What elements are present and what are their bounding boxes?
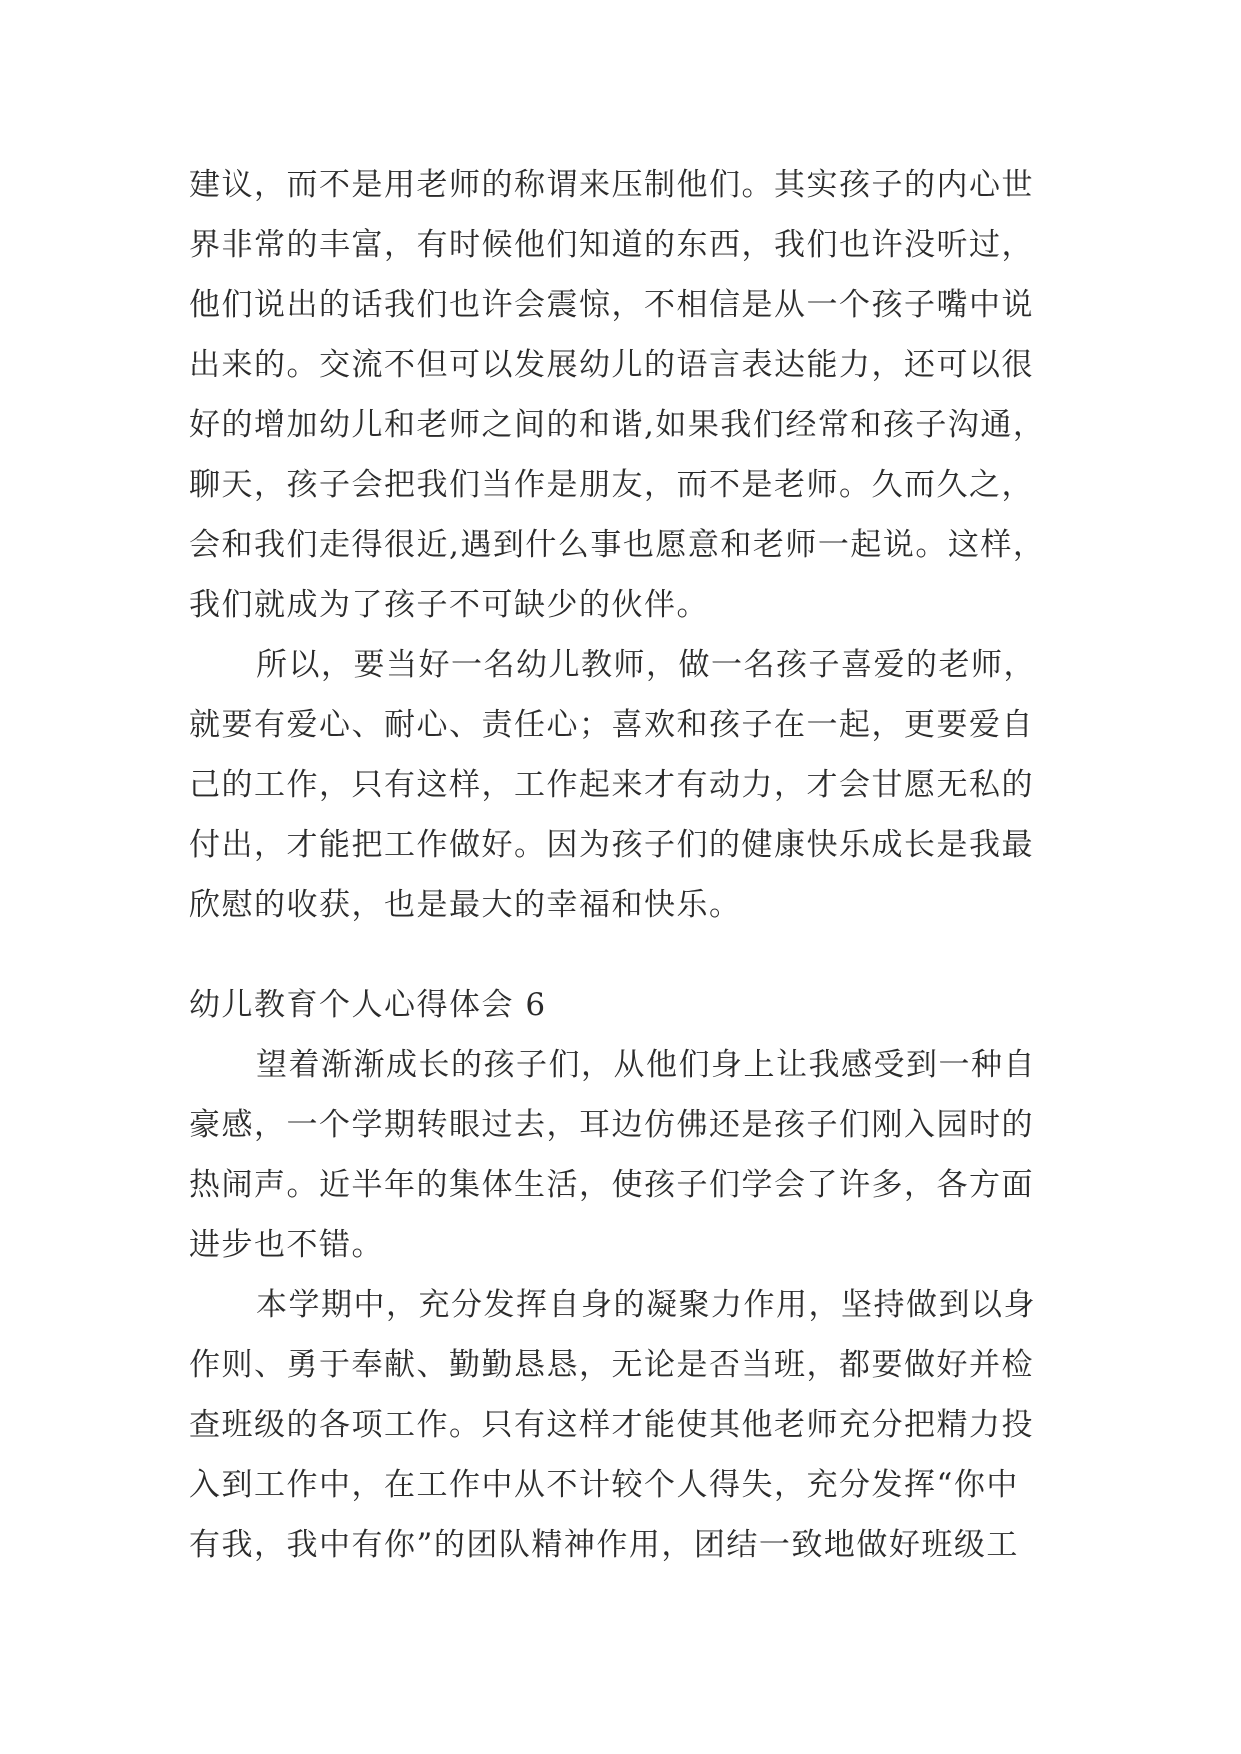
body-text-line: 会和我们走得很近,遇到什么事也愿意和老师一起说。这样， — [189, 527, 1046, 563]
body-text-line: 有我，我中有你”的团队精神作用，团结一致地做好班级工 — [189, 1527, 1019, 1563]
section-heading: 幼儿教育个人心得体会 6 — [189, 987, 547, 1023]
paragraph-first-line: 望着渐渐成长的孩子们，从他们身上让我感受到一种自 — [256, 1047, 1036, 1083]
body-text-line: 豪感，一个学期转眼过去，耳边仿佛还是孩子们刚入园时的 — [189, 1107, 1034, 1143]
body-text-line: 聊天，孩子会把我们当作是朋友，而不是老师。久而久之， — [189, 467, 1034, 503]
body-text-line: 好的增加幼儿和老师之间的和谐,如果我们经常和孩子沟通， — [189, 407, 1046, 443]
body-text-line: 欣慰的收获，也是最大的幸福和快乐。 — [189, 887, 742, 923]
body-text-line: 他们说出的话我们也许会震惊，不相信是从一个孩子嘴中说 — [189, 287, 1034, 323]
body-text-line: 我们就成为了孩子不可缺少的伙伴。 — [189, 587, 709, 623]
body-text-line: 热闹声。近半年的集体生活，使孩子们学会了许多，各方面 — [189, 1167, 1034, 1203]
body-text-line: 就要有爱心、耐心、责任心；喜欢和孩子在一起，更要爱自 — [189, 707, 1034, 743]
body-text-line: 作则、勇于奉献、勤勤恳恳，无论是否当班，都要做好并检 — [189, 1347, 1034, 1383]
body-text-line: 进步也不错。 — [189, 1227, 384, 1263]
body-text-line: 出来的。交流不但可以发展幼儿的语言表达能力，还可以很 — [189, 347, 1034, 383]
body-text-line: 付出，才能把工作做好。因为孩子们的健康快乐成长是我最 — [189, 827, 1034, 863]
body-text-line: 查班级的各项工作。只有这样才能使其他老师充分把精力投 — [189, 1407, 1034, 1443]
body-text-line: 入到工作中，在工作中从不计较个人得失，充分发挥“你中 — [189, 1467, 1019, 1503]
body-text-line: 己的工作，只有这样，工作起来才有动力，才会甘愿无私的 — [189, 767, 1034, 803]
paragraph-first-line: 本学期中，充分发挥自身的凝聚力作用，坚持做到以身 — [256, 1287, 1036, 1323]
paragraph-first-line: 所以，要当好一名幼儿教师，做一名孩子喜爱的老师， — [256, 647, 1036, 683]
body-text-line: 建议，而不是用老师的称谓来压制他们。其实孩子的内心世 — [189, 167, 1034, 203]
body-text-line: 界非常的丰富，有时候他们知道的东西，我们也许没听过， — [189, 227, 1034, 263]
